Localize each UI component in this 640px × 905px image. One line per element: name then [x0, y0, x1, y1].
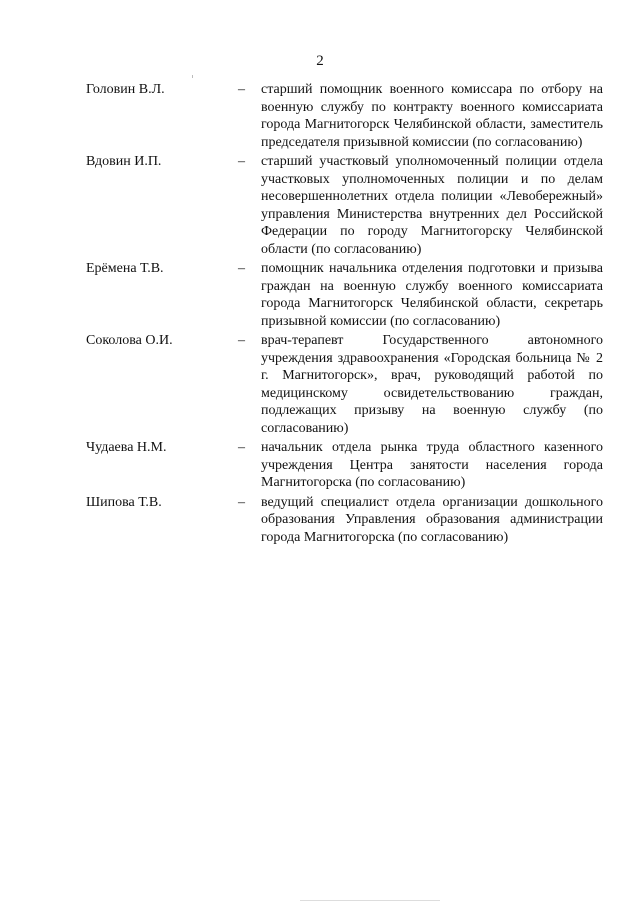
member-name: Головин В.Л. [86, 82, 165, 97]
member-dash: – [238, 261, 245, 276]
member-dash: – [238, 154, 245, 169]
page-number: 2 [316, 53, 324, 69]
scan-artifact [192, 75, 193, 78]
commission-member-list [0, 81, 640, 548]
member-dash: – [238, 440, 245, 455]
member-role: ведущий специалист отдела организации дошкольного образования Управления образования администрации города Магнитогорска (по согласованию) [261, 494, 603, 545]
member-role: старший помощник военного комиссара по отбору на военную службу по контракту военного комиссариата города Магнитогорск Челябинской области, заместитель председателя призывной комиссии (по согласованию) [261, 82, 603, 150]
member-role: старший участковый уполномоченный полиции отдела участковых уполномоченных полиции и по делам несовершеннолетних отдела полиции «Левобережный» управления Министерства внутренних дел Российской Федерации по городу Магнитогорску Челябинской области (по согласованию) [261, 154, 603, 257]
scan-edge-line [300, 900, 440, 901]
member-name: Вдовин И.П. [86, 154, 162, 169]
member-dash: – [238, 494, 245, 510]
member-dash: – [238, 333, 245, 348]
member-role: помощник начальника отделения подготовки и призыва граждан на военную службу военного комиссариата города Магнитогорск Челябинской области, секретарь призывной комиссии (по согласованию) [261, 261, 603, 329]
member-dash: – [238, 82, 245, 97]
member-row [0, 153, 640, 258]
member-row [0, 260, 640, 330]
member-name: Чудаева Н.М. [86, 440, 167, 455]
member-name: Соколова О.И. [86, 333, 173, 348]
member-role: начальник отдела рынка труда областного казенного учреждения Центра занятости населения города Магнитогорска (по согласованию) [261, 440, 603, 490]
member-row [0, 81, 640, 151]
member-row [0, 494, 640, 547]
member-name: Шипова Т.В. [86, 494, 162, 510]
member-role: врач-терапевт Государственного автономного учреждения здравоохранения «Городская больница № 2 г. Магнитогорск», врач, руководящий работой по медицинскому освидетельствованию граждан, подлежащих призыву на военную службу (по согласованию) [261, 333, 603, 436]
member-name: Ерёмена Т.В. [86, 261, 164, 276]
member-row [0, 332, 640, 437]
member-row [0, 439, 640, 492]
